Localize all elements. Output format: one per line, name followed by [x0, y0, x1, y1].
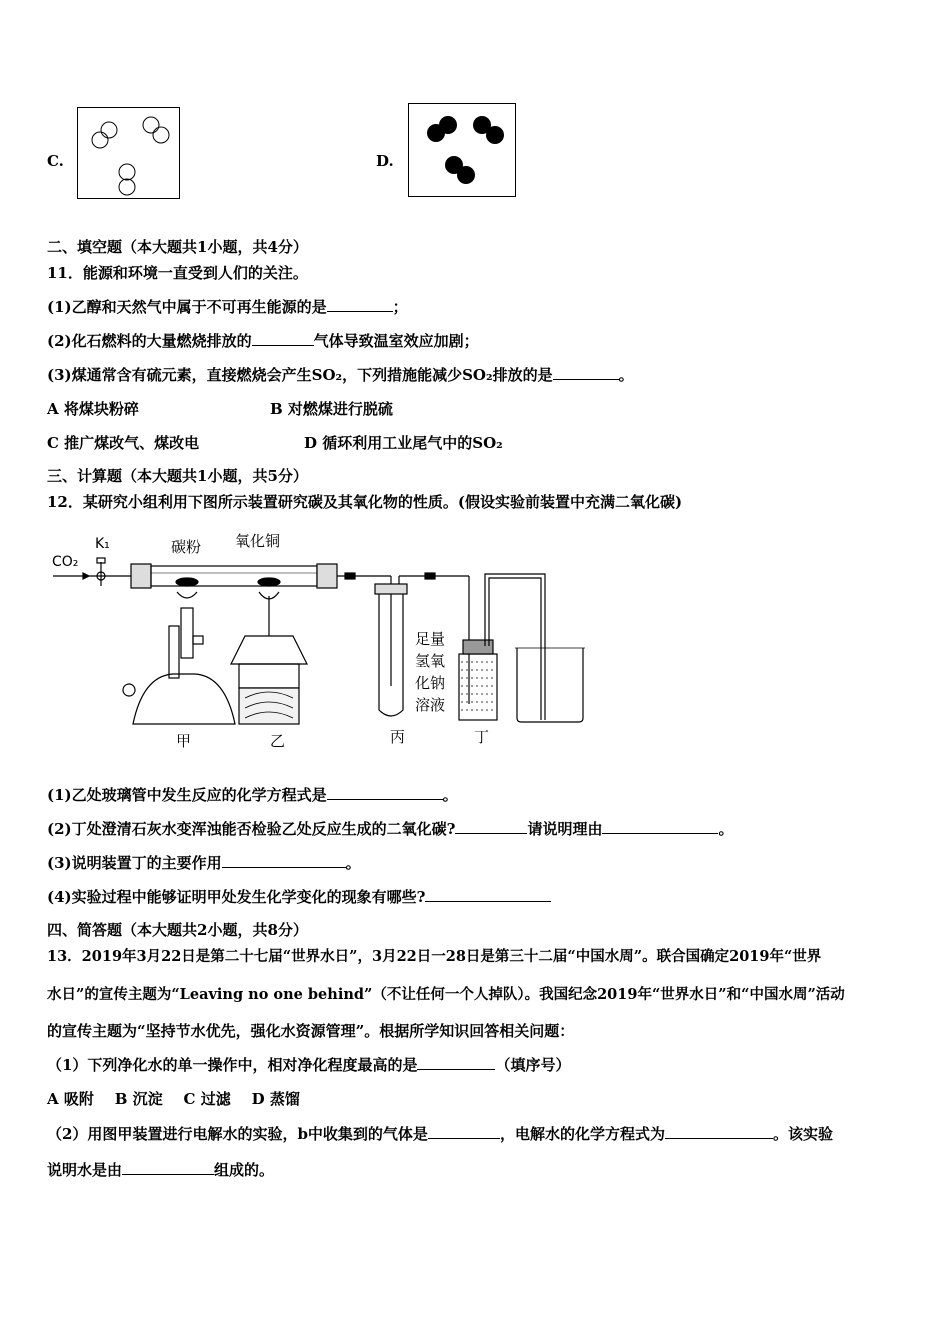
- q11-part3-blank[interactable]: [553, 365, 619, 380]
- liquid-ding: [461, 662, 495, 710]
- q11-option-a: A 将煤块粉碎: [47, 400, 139, 418]
- q11-part1-text: (1)乙醇和天然气中属于不可再生能源的是: [47, 298, 327, 316]
- q11-stem: 11．能源和环境一直受到人们的关注。: [47, 264, 308, 282]
- joint-2: [425, 573, 435, 579]
- k1-label: K₁: [95, 536, 110, 552]
- q12-part2-mid: 请说明理由: [527, 820, 603, 838]
- section3-header: 三、计算题（本大题共1小题，共5分）: [47, 467, 308, 485]
- label-yi: 乙: [270, 732, 286, 750]
- burner-jia: [181, 608, 193, 658]
- section2-header: 二、填空题（本大题共1小题，共4分）: [47, 238, 308, 256]
- q13-part1-options: A 吸附 B 沉淀 C 过滤 D 蒸馏: [47, 1090, 300, 1108]
- q11-part2-end: 气体导致温室效应加剧；: [313, 332, 479, 350]
- stand-jia: [169, 626, 179, 678]
- q13-part1-text: （1）下列净化水的单一操作中，相对净化程度最高的是: [47, 1056, 418, 1074]
- solution-label-3: 化钠: [415, 674, 446, 692]
- q12-part3-text: (3)说明装置丁的主要作用: [47, 854, 222, 872]
- q12-part1-blank[interactable]: [327, 785, 443, 800]
- q13-part2-blank-2[interactable]: [665, 1124, 773, 1139]
- q12-part4-blank[interactable]: [425, 887, 551, 902]
- option-d-label: D.: [376, 152, 394, 170]
- q12-part2-text: (2)丁处澄清石灰水变浑浊能否检验乙处反应生成的二氧化碳?: [47, 820, 456, 838]
- q12-part1-end: 。: [442, 786, 458, 804]
- option-c-diagram: [77, 107, 180, 199]
- q11-part2-blank[interactable]: [252, 331, 314, 346]
- joint-1: [345, 573, 355, 579]
- q11-part2-text: (2)化石燃料的大量燃烧排放的: [47, 332, 252, 350]
- q11-part3: [47, 364, 634, 385]
- block-yi: [239, 688, 299, 724]
- q11-option-c: C 推广煤改气、煤改电: [47, 434, 200, 452]
- solution-label-4: 溶液: [415, 696, 446, 714]
- q12-part4: [47, 886, 551, 907]
- base-jia: [133, 674, 235, 724]
- apparatus-figure: [45, 528, 605, 753]
- section4-header: 四、简答题（本大题共2小题，共8分）: [47, 921, 308, 939]
- q13-part2-blank-1[interactable]: [428, 1124, 500, 1139]
- option-c-molecules: [78, 108, 179, 198]
- co2-arrowhead: [83, 573, 89, 579]
- q12-part1: [47, 784, 458, 805]
- co2-label: CO₂: [52, 554, 79, 570]
- carbon-label: 碳粉: [171, 538, 202, 556]
- q13-part1-blank[interactable]: [417, 1055, 495, 1070]
- q11-option-d: D 循环利用工业尾气中的SO₂: [304, 434, 503, 452]
- q11-part3-text: (3)煤通常含有硫元素，直接燃烧会产生SO₂，下列措施能减少SO₂排放的是: [47, 366, 553, 384]
- q12-part1-text: (1)乙处玻璃管中发生反应的化学方程式是: [47, 786, 327, 804]
- q11-part1: [47, 296, 408, 317]
- q12-part3-end: 。: [345, 854, 361, 872]
- right-stopper: [317, 564, 337, 588]
- q12-part2-blank-1[interactable]: [455, 819, 527, 834]
- option-c-label: C.: [47, 152, 64, 170]
- stopper-bing: [375, 584, 407, 594]
- q13-part2-end: 。该实验: [772, 1125, 833, 1143]
- q13-line3: 的宣传主题为“坚持节水优先，强化水资源管理”。根据所学知识回答相关问题：: [47, 1022, 575, 1040]
- q12-part2: [47, 818, 733, 839]
- lamp-top-yi: [231, 636, 307, 664]
- q12-part4-text: (4)实验过程中能够证明甲处发生化学变化的现象有哪些?: [47, 888, 426, 906]
- q13-part2-text: （2）用图甲装置进行电解水的实验，b中收集到的气体是: [47, 1125, 428, 1143]
- solution-label-1: 足量: [415, 630, 446, 648]
- cuo-powder: [258, 578, 280, 586]
- option-d-diagram: [408, 103, 516, 197]
- solution-label-2: 氢氧: [415, 652, 446, 670]
- left-stopper: [131, 564, 151, 588]
- q13-line1: 13．2019年3月22日是第二十七届“世界水日”，3月22日一28日是第三十二届“中国水周”。联合国确定2019年“世界: [47, 948, 822, 965]
- tank-jia: [123, 684, 135, 696]
- q13-line2: 水日”的宣传主题为“Leaving no one behind”（不让任何一个人掉队）。我国纪念2019年“世界水日”和“中国水周”活动: [47, 986, 845, 1003]
- q11-option-b: B 对燃煤进行脱硫: [270, 400, 393, 418]
- carbon-powder: [176, 578, 198, 586]
- q11-part1-end: ；: [392, 298, 408, 316]
- label-jia: 甲: [176, 732, 192, 750]
- q12-part3: [47, 852, 361, 873]
- q13-part2: [47, 1123, 833, 1144]
- beaker: [517, 648, 583, 722]
- cuo-label: 氧化铜: [235, 532, 281, 550]
- knob-jia: [193, 636, 203, 644]
- q11-part2: [47, 330, 479, 351]
- outlet-ding: [485, 574, 545, 720]
- q13-part1-end: （填序号）: [495, 1056, 571, 1074]
- q13-part1: [47, 1054, 570, 1075]
- q13-part2-line2-end: 组成的。: [214, 1161, 275, 1179]
- q13-part2-mid: ，电解水的化学方程式为: [499, 1125, 665, 1143]
- q12-part2-blank-2[interactable]: [602, 819, 718, 834]
- q12-stem: 12．某研究小组利用下图所示装置研究碳及其氧化物的性质。(假设实验前装置中充满二氧化碳): [47, 493, 683, 511]
- q13-part2-line2-text: 说明水是由: [47, 1161, 123, 1179]
- label-bing: 丙: [390, 728, 406, 746]
- label-ding: 丁: [474, 728, 490, 746]
- option-d-molecules: [409, 104, 515, 196]
- q11-part1-blank[interactable]: [327, 297, 393, 312]
- lamp-body-yi: [239, 664, 299, 688]
- q11-part3-end: 。: [618, 366, 634, 384]
- q13-part2-line2: [47, 1159, 274, 1180]
- q12-part3-blank[interactable]: [222, 853, 346, 868]
- flame-jia: [177, 592, 197, 598]
- q13-part2-blank-3[interactable]: [122, 1160, 214, 1175]
- q12-part2-end: 。: [718, 820, 734, 838]
